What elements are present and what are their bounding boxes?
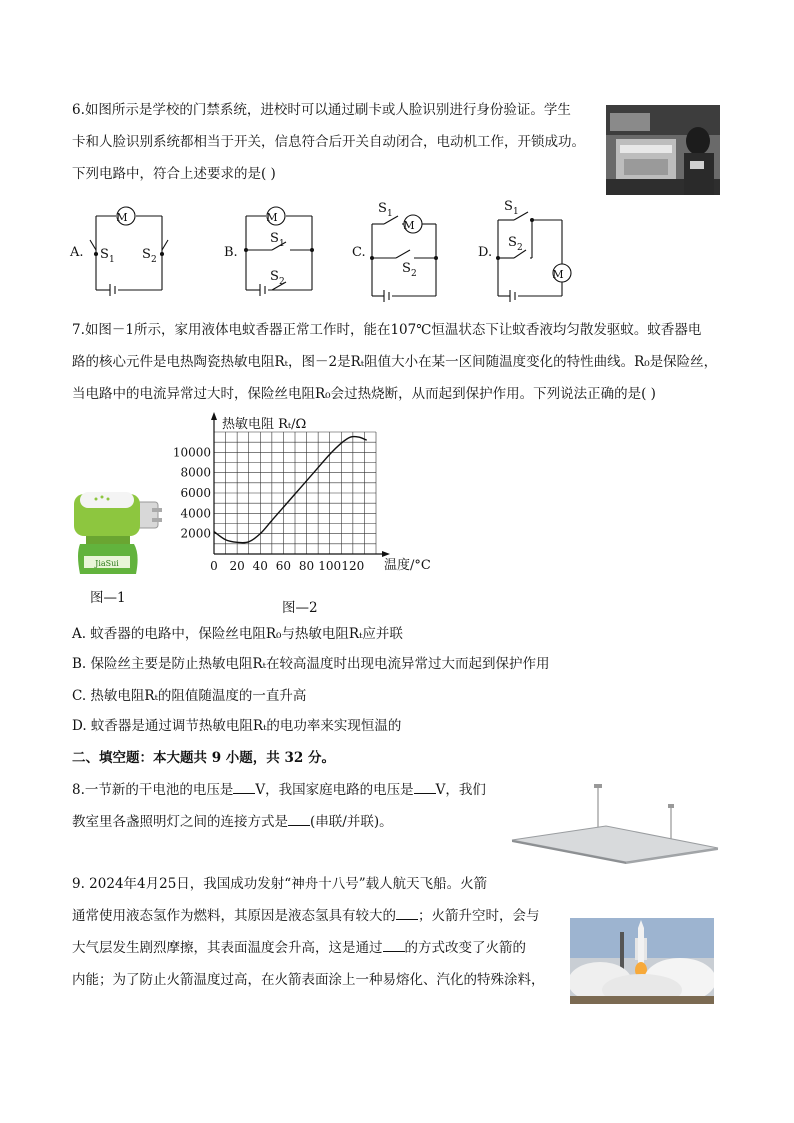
option-c-label: C. (352, 245, 366, 260)
svg-text:S: S (100, 247, 109, 262)
rocket-launch-photo (570, 918, 714, 1004)
resistance-temperature-chart (170, 408, 450, 614)
ceiling-lamp-image (510, 784, 720, 864)
svg-text:1: 1 (387, 209, 393, 219)
q7-option-d: D. 蚊香器是通过调节热敏电阻Rₜ的电功率来实现恒温的 (72, 718, 402, 734)
svg-text:2: 2 (411, 269, 417, 279)
q8-blank-3 (288, 813, 310, 826)
x-tick-label: 40 (252, 559, 268, 573)
circuit-options (66, 198, 626, 306)
option-a-label: A. (70, 245, 84, 260)
svg-text:1: 1 (109, 255, 115, 265)
q9-line-2: 通常使用液态氢作为燃料，其原因是液态氢具有较大的 ；火箭升空时，会与 (72, 908, 540, 924)
chart-ylabel: 热敏电阻 Rₜ/Ω (222, 417, 307, 432)
y-tick-label: 2000 (180, 526, 211, 541)
svg-text:2: 2 (517, 243, 523, 253)
svg-text:2: 2 (279, 277, 285, 287)
motor-c: M (403, 219, 415, 232)
y-tick-label: 6000 (180, 486, 211, 500)
svg-text:S: S (270, 231, 279, 246)
q6-line-3: 下列电路中，符合上述要求的是( ) (72, 166, 276, 182)
motor-b: M (266, 211, 278, 224)
section-2-heading: 二、填空题：本大题共 9 小题，共 32 分。 (72, 750, 335, 766)
q7-line-2: 路的核心元件是电热陶瓷热敏电阻Rₜ，图－2是Rₜ阻值大小在某一区间随温度变化的特性曲线。R₀是保险丝， (72, 354, 718, 370)
fig1-caption: 图—1 (90, 590, 126, 606)
q8-line-1: 8.一节新的干电池的电压是 V，我国家庭电路的电压是 V，我们 (72, 782, 486, 798)
svg-text:1: 1 (513, 207, 519, 217)
svg-text:S: S (402, 261, 411, 276)
fig2-caption: 图—2 (282, 600, 318, 616)
q7-line-1: 7.如图－1所示，家用液体电蚊香器正常工作时，能在107℃恒温状态下让蚊香液均匀散发驱蚊。蚊香器电 (72, 322, 702, 338)
q7-option-c: C. 热敏电阻Rₜ的阻值随温度的一直升高 (72, 688, 307, 704)
school-gate-photo (606, 105, 720, 195)
q7-option-a: A. 蚊香器的电路中，保险丝电阻R₀与热敏电阻Rₜ应并联 (72, 626, 403, 642)
motor-a: M (116, 211, 128, 224)
q8-blank-1 (233, 781, 255, 794)
y-tick-label: 10000 (172, 445, 211, 460)
chart-xlabel: 温度/°C (384, 558, 431, 573)
option-b-label: B. (224, 245, 238, 260)
svg-text:2: 2 (151, 255, 157, 265)
y-axis-arrow (211, 412, 217, 420)
q7-option-b: B. 保险丝主要是防止热敏电阻Rₜ在较高温度时出现电流异常过大而起到保护作用 (72, 656, 550, 672)
x-tick-label: 20 (229, 559, 245, 573)
mosquito-repeller-image (66, 484, 166, 580)
y-tick-label: 4000 (180, 506, 211, 521)
q9-line-1: 9. 2024年4月25日，我国成功发射“神舟十八号”载人航天飞船。火箭 (72, 876, 488, 892)
q9-line-3: 大气层发生剧烈摩擦，其表面温度会升高，这是通过 的方式改变了火箭的 (72, 940, 526, 956)
motor-d: M (552, 268, 564, 281)
q9-blank-1 (396, 907, 418, 920)
q7-line-3: 当电路中的电流异常过大时，保险丝电阻R₀会过热烧断，从而起到保护作用。下列说法正确的是( ) (72, 386, 656, 402)
x-tick-label: 120 (341, 559, 365, 573)
x-tick-label: 0 (210, 559, 218, 573)
q8-line-2: 教室里各盏照明灯之间的连接方式是 (串联/并联)。 (72, 814, 393, 830)
x-axis-arrow (382, 551, 390, 557)
q9-line-4: 内能；为了防止火箭温度过高，在火箭表面涂上一种易熔化、汽化的特殊涂料， (72, 972, 545, 988)
x-tick-label: 80 (298, 559, 315, 573)
q6-line-2: 卡和人脸识别系统都相当于开关，信息符合后开关自动闭合，电动机工作，开锁成功。 (72, 134, 585, 150)
svg-text:S: S (508, 235, 517, 250)
option-d-label: D. (478, 245, 493, 260)
x-tick-label: 100 (318, 559, 342, 573)
y-tick-label: 8000 (180, 465, 211, 480)
svg-text:S: S (378, 201, 387, 216)
svg-text:S: S (270, 269, 279, 284)
q8-blank-2 (414, 781, 436, 794)
q6-line-1: 6.如图所示是学校的门禁系统，进校时可以通过刷卡或人脸识别进行身份验证。学生 (72, 102, 571, 118)
svg-text:S: S (142, 247, 151, 262)
svg-text:S: S (504, 199, 513, 214)
device-brand-label: JiaSui (95, 559, 119, 568)
circuit-d (498, 212, 571, 302)
svg-text:1: 1 (279, 239, 285, 249)
q9-blank-2 (383, 939, 405, 952)
x-tick-label: 60 (275, 559, 292, 573)
